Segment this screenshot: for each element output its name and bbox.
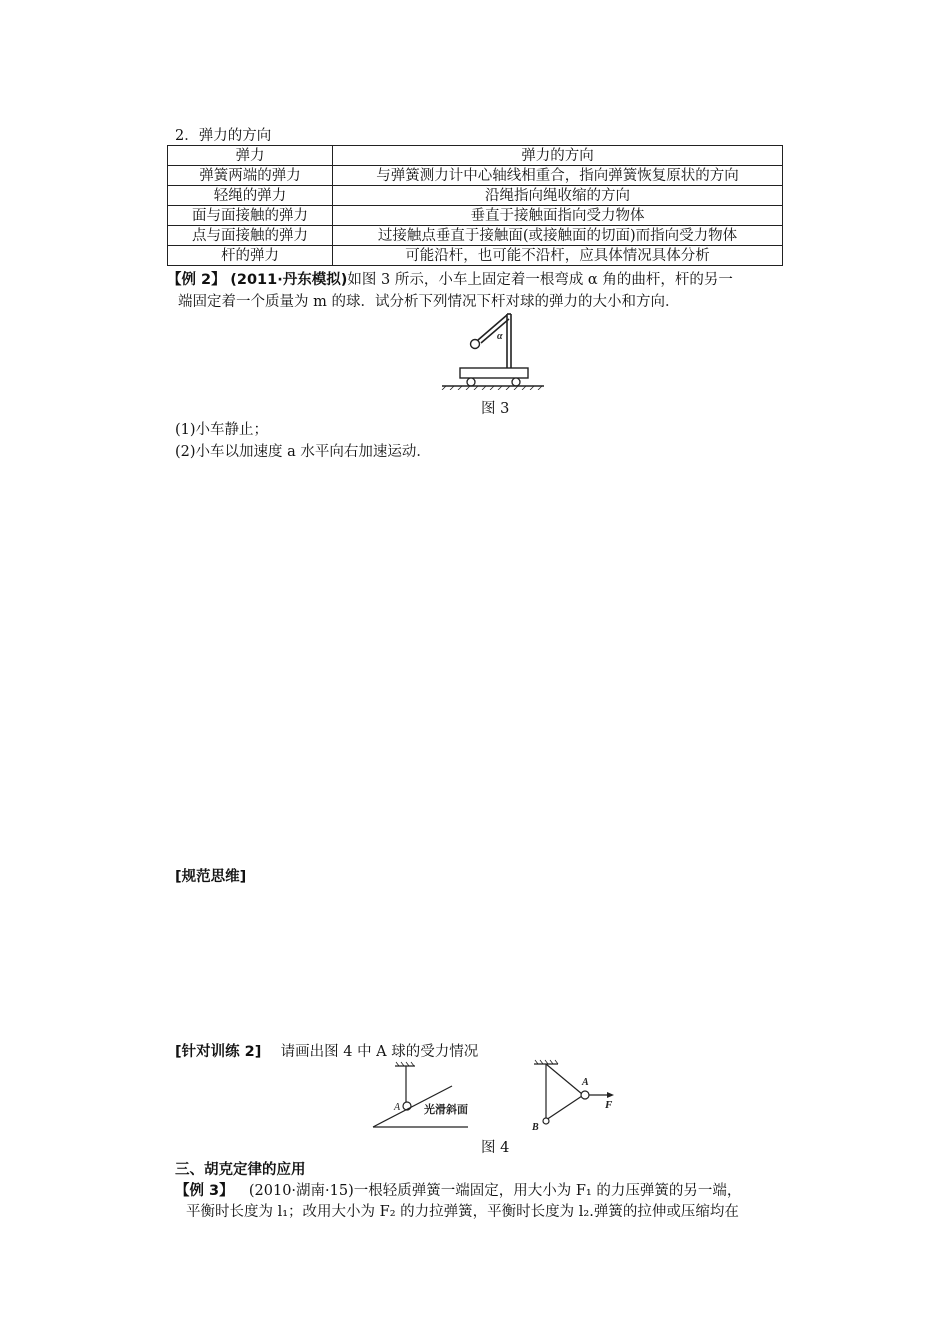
example3-line1	[175, 1179, 741, 1200]
figure-3-caption: 图 3	[481, 401, 510, 417]
table-row	[168, 246, 783, 266]
question-2: (2)小车以加速度 a 水平向右加速运动．	[175, 444, 431, 460]
figure-4b-triangle-diagram	[528, 1058, 618, 1133]
table-cell: 过接触点垂直于接触面(或接触面的切面)而指向受力物体	[333, 226, 783, 246]
training2-text: 请画出图 4 中 A 球的受力情况	[280, 1044, 479, 1060]
example3-line2: 平衡时长度为 l₁；改用大小为 F₂ 的力拉弹簧，平衡时长度为 l₂.弹簧的拉伸或压缩均在	[186, 1204, 739, 1220]
guifan-siwei-heading: [规范思维]	[175, 869, 247, 885]
table-cell: 与弹簧测力计中心轴线相重合，指向弹簧恢复原状的方向	[333, 166, 783, 186]
example2-text: 如图 3 所示，小车上固定着一根弯成 α 角的曲杆，杆的另一	[347, 272, 733, 288]
figure-4b-force-label: F	[605, 1099, 613, 1111]
example2-line2: 端固定着一个质量为 m 的球．试分析下列情况下杆对球的弹力的大小和方向．	[178, 294, 680, 310]
table-cell: 点与面接触的弹力	[168, 226, 333, 246]
figure-4a-incline-diagram	[370, 1060, 470, 1130]
table-row	[168, 166, 783, 186]
example2-line1	[167, 268, 733, 289]
table-header-row	[168, 146, 783, 166]
table-row	[168, 206, 783, 226]
training2-line	[175, 1040, 478, 1061]
table-cell: 可能沿杆，也可能不沿杆，应具体情况具体分析	[333, 246, 783, 266]
spring-force-direction-table	[167, 145, 783, 266]
figure-4a-ball-label: A	[394, 1102, 401, 1113]
table-cell: 轻绳的弹力	[168, 186, 333, 206]
table-cell: 沿绳指向绳收缩的方向	[333, 186, 783, 206]
training2-tag: [针对训练 2]	[175, 1044, 262, 1060]
figure-4a-surface-label: 光滑斜面	[424, 1104, 468, 1116]
table-cell: 面与面接触的弹力	[168, 206, 333, 226]
table-header: 弹力的方向	[333, 146, 783, 166]
figure-4-caption: 图 4	[481, 1140, 510, 1156]
table-cell: 弹簧两端的弹力	[168, 166, 333, 186]
table-cell: 垂直于接触面指向受力物体	[333, 206, 783, 226]
question-1: (1)小车静止；	[175, 422, 269, 438]
figure-4b-ball-b-label: B	[532, 1122, 539, 1133]
example3-text: (2010·湖南·15)一根轻质弹簧一端固定，用大小为 F₁ 的力压弹簧的另一端，	[248, 1183, 742, 1199]
section2-title: 2．弹力的方向	[175, 128, 272, 144]
section3-title: 三、胡克定律的应用	[175, 1162, 306, 1178]
table-row	[168, 226, 783, 246]
table-cell: 杆的弹力	[168, 246, 333, 266]
table-row	[168, 186, 783, 206]
figure-3-angle-label: α	[497, 331, 503, 342]
example2-source: (2011·丹东模拟)	[230, 272, 348, 288]
figure-4b-ball-a-label: A	[582, 1077, 589, 1088]
example3-tag: 【例 3】	[175, 1183, 234, 1199]
table-header: 弹力	[168, 146, 333, 166]
example2-tag: 【例 2】	[167, 272, 226, 288]
figure-3-cart-diagram	[438, 310, 548, 390]
